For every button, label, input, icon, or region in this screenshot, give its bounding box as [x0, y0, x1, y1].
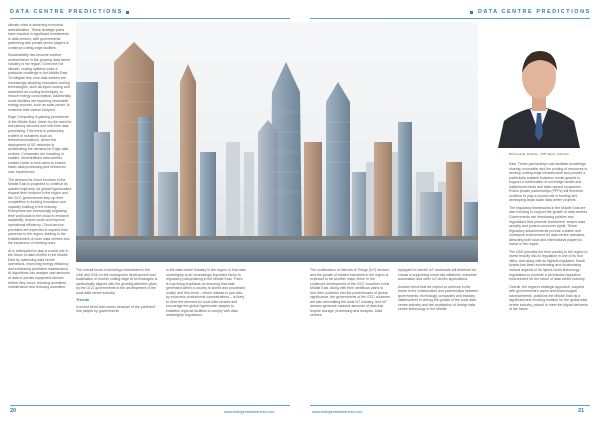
right-column	[509, 162, 591, 315]
paragraph: Edge Computing is gaining prominence in the Middle East, driven by the need for low-latency services and real-time data processing. This trend is particularly evident in industries such as telecommunications, where the deployment of 5G networks is accelerating the demand for Edge data centres. Companies are investing in smaller, decentralised data centres located closer to end-users to ensure faster data processing and enhanced user experiences.	[8, 115, 72, 174]
footer-url-left[interactable]: www.intelligentdatacentres.com	[224, 410, 275, 414]
paragraph: in the data centre industry in the region, is that data sovereignty is an increasingly important factor in regulatory policymaking in the Middle East. There is a growing emphasis on ensuring that data generated within a country is stored and processed locally, and this trend – driven instead in part also by economic protectionist considerations – is likely to drive the demand for local data centres and encourage the global hyperscaler players to establish regional facilities to comply with data sovereignty regulations.	[166, 268, 246, 318]
header-rule-right	[310, 18, 590, 19]
bottom-column-3	[310, 268, 390, 321]
paragraph: The overall focus of sovereign investment in the UAE and KSA on the homegrown development and localisation of frontier cutting edge AI technologies is symbolically aligned with the growing attention given by the GCC governments to the development of the local data centre industry.	[76, 268, 158, 295]
paragraph: Sustainability has become another central theme in the growing data centre industry in the region. Given the hot climate, cooling systems pose a particular challenge in the Middle East. To mitigate this, new data centres are increasingly adopting innovative cooling technologies, such as liquid cooling and advanced air-cooling techniques, to reduce energy consumption. Additionally, some facilities are exploring renewable energy sources, such as solar power, to minimise their carbon footprint.	[8, 53, 72, 112]
paragraph: AI is anticipated to play a crucial role in the future of data centres in the Middle East by optimising data centre operations, improving energy efficiency and enhancing predictive maintenance. AI algorithms can analyse vast amounts of data to predict equipment failures before they occur, reducing downtime, maintenance and reducing downtime.	[8, 248, 70, 290]
bottom-column-1	[76, 268, 158, 317]
header-square-right	[470, 11, 473, 14]
header-title-left: DATA CENTRE PREDICTIONS	[10, 9, 123, 15]
portrait-photo	[490, 23, 588, 148]
left-top-column	[8, 23, 72, 293]
header-rule-left	[10, 18, 290, 19]
paragraph: The demand for cloud services in the Middle East is projected to continue its upward trajectory, as global hyperscalers expand their footprint in the region and the GCC governments step-up their competition in funding innovation and capacity building in the industry. Enterprises are increasingly migrating their workloads to the cloud to enhance scalability, reduce costs and improve operational efficiency. Cloud service providers are expected to expand their presence in the region, leading to the establishment of more data centres and the expansion of existing ones.	[8, 177, 72, 246]
paragraph: Overall, the region's strategic approach, coupled with governments's vision and technological advancements, positions the Middle East as a significant and evolving location for the global data centre industry, poised to meet the digital demands of the future.	[509, 284, 588, 312]
page-number-right: 21	[578, 408, 585, 414]
footer-rule-right	[310, 405, 590, 406]
paragraph: The UAE provides the best country in the region to invest heavily into AI regulation in one of its four cities, and along with its highest-regulated, Saudi Arabia has been accelerating and modernising various aspects of its hybrid-cloud technology regulations to promote a permissive regulation environment for the future of data centre industry.	[509, 249, 588, 282]
portrait-caption: Bob Founds, Director – TMT, Booz, Johnston	[509, 152, 569, 156]
paragraph: The regulatory frameworks in the Middle East are also evolving to support the growth of data centres. Governments are introducing policies and regulations that promote investment, ensure data security and protect consumer rights. These regulatory advancements provide a stable and conducive environment for data centre operators, attracting both local and international players to invest in the region.	[509, 205, 589, 247]
paragraph: climate crisis is achieving economic diversification. These strategic plans have resulted in significant investments in data centres, with governments partnering with private sector players to construct cutting-edge facilities.	[8, 23, 70, 50]
footer-rule-left	[10, 405, 290, 406]
bottom-column-2	[166, 268, 246, 321]
page-number-left: 20	[10, 408, 17, 414]
bottom-column-4	[398, 268, 480, 315]
paragraph: equipped to handle IoT workloads will therefore be crucial in supporting smart city initiatives, industrial automation and other IoT-driven applications.	[398, 268, 477, 282]
header-square-left	[126, 11, 129, 14]
footer-url-right[interactable]: www.intelligentdatacentres.com	[312, 410, 363, 414]
header-title-right: DATA CENTRE PREDICTIONS	[478, 9, 591, 15]
paragraph: East. These partnerships can facilitate knowledge sharing, innovation and the pooling of resources to develop cutting-edge infrastructure and provide a particularly suitable business model geared to support a combination of sovereign wealth and institutional funds and state-owned companies. Public-private partnerships (PPPs) will therefore continue to play a crucial role in funding and developing large-scale data centre projects.	[509, 162, 588, 203]
city-skyline-image	[76, 22, 478, 262]
paragraph: Another trend that we expect to continue in the future is the collaboration and partnerships between governments, technology companies and industry stakeholders in driving the growth of the local data centre industry and the localisation of foreign data centre technology in the Middle	[398, 284, 479, 312]
section-heading-trends: Trends	[76, 297, 90, 303]
paragraph: The continuation of Internet of Things (IoT) devices and the growth of related industries in the region is expected to be another major driver in the continued development of the GCC countries in the Middle East. Along with their ambitious plans to turn their countries into the powerhouses of global significance, the governments of the GCC countries are also stimulating the local IoT industry, and IoT devices generate massive amounts of data that require storage, processing and analysis. Data centres	[310, 268, 390, 318]
paragraph: A recent trend that comes because of the preferred role played by governments	[76, 304, 155, 314]
